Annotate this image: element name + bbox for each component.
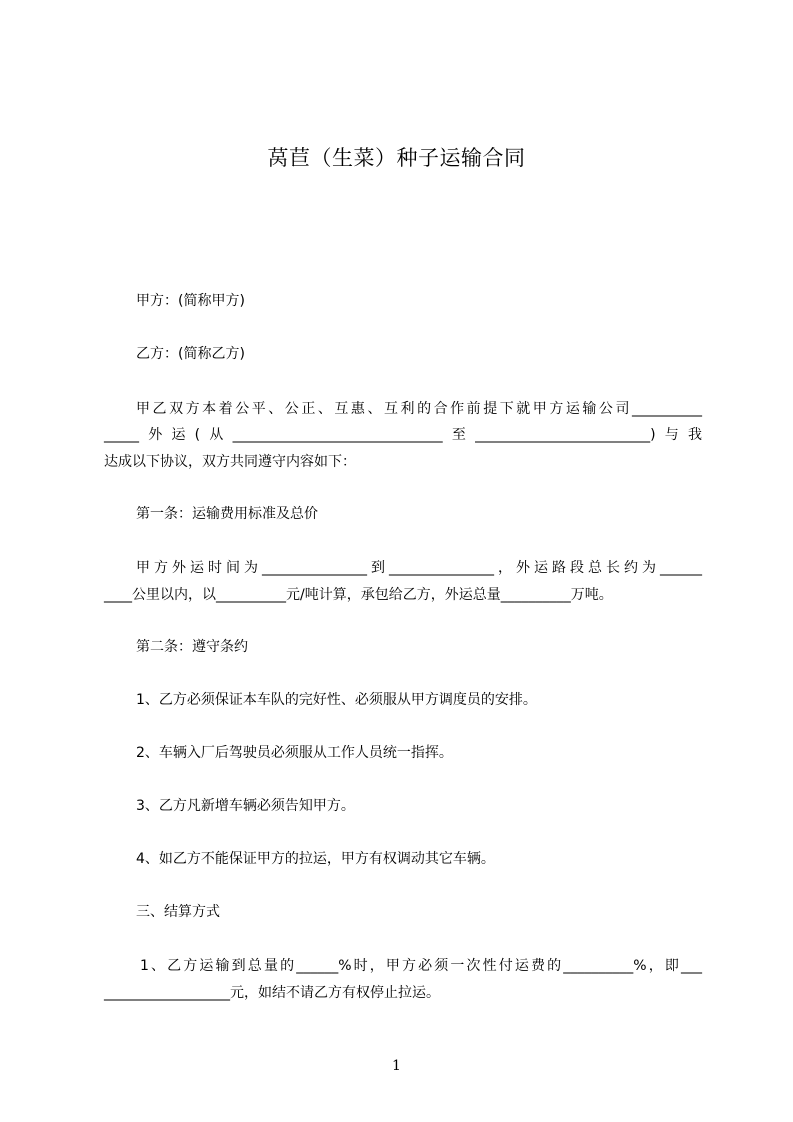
article-3-heading: 三、结算方式 [136, 904, 220, 920]
party-b-line: 乙方：(简称乙方) [136, 346, 245, 362]
article-2-heading: 第二条：遵守条约 [136, 639, 248, 655]
article-3-item-1-line-1: 1、乙方运输到总量的______%时，甲方必须一次性付运费的__________%，即___ [140, 958, 702, 974]
article-1-line-2: ____公里以内，以__________元/吨计算，承包给乙方，外运总量__________万吨。 [104, 587, 613, 603]
intro-line-1: 甲乙双方本着公平、公正、互惠、互利的合作前提下就甲方运输公司__________ [136, 401, 702, 417]
article-2-item-2: 2、车辆入厂后驾驶员必须服从工作人员统一指挥。 [136, 745, 453, 761]
intro-line-2: _____外运(从______________________________至_________________________)与我 [104, 427, 702, 443]
article-1-line-1: 甲方外运时间为_______________到_______________，外运路段总长约为______ [136, 560, 702, 576]
article-2-item-1: 1、乙方必须保证本车队的完好性、必须服从甲方调度员的安排。 [136, 692, 537, 708]
article-2-item-3: 3、乙方凡新增车辆必须告知甲方。 [136, 798, 355, 814]
page-number: 1 [392, 1058, 401, 1074]
article-2-item-4: 4、如乙方不能保证甲方的拉运，甲方有权调动其它车辆。 [136, 851, 495, 867]
document-title: 莴苣（生菜）种子运输合同 [267, 146, 526, 170]
intro-line-3: 达成以下协议，双方共同遵守内容如下： [104, 454, 356, 470]
article-3-item-1-line-2: __________________元，如结不请乙方有权停止拉运。 [104, 985, 440, 1001]
party-a-line: 甲方：(简称甲方) [136, 293, 245, 309]
article-1-heading: 第一条：运输费用标准及总价 [136, 506, 318, 522]
